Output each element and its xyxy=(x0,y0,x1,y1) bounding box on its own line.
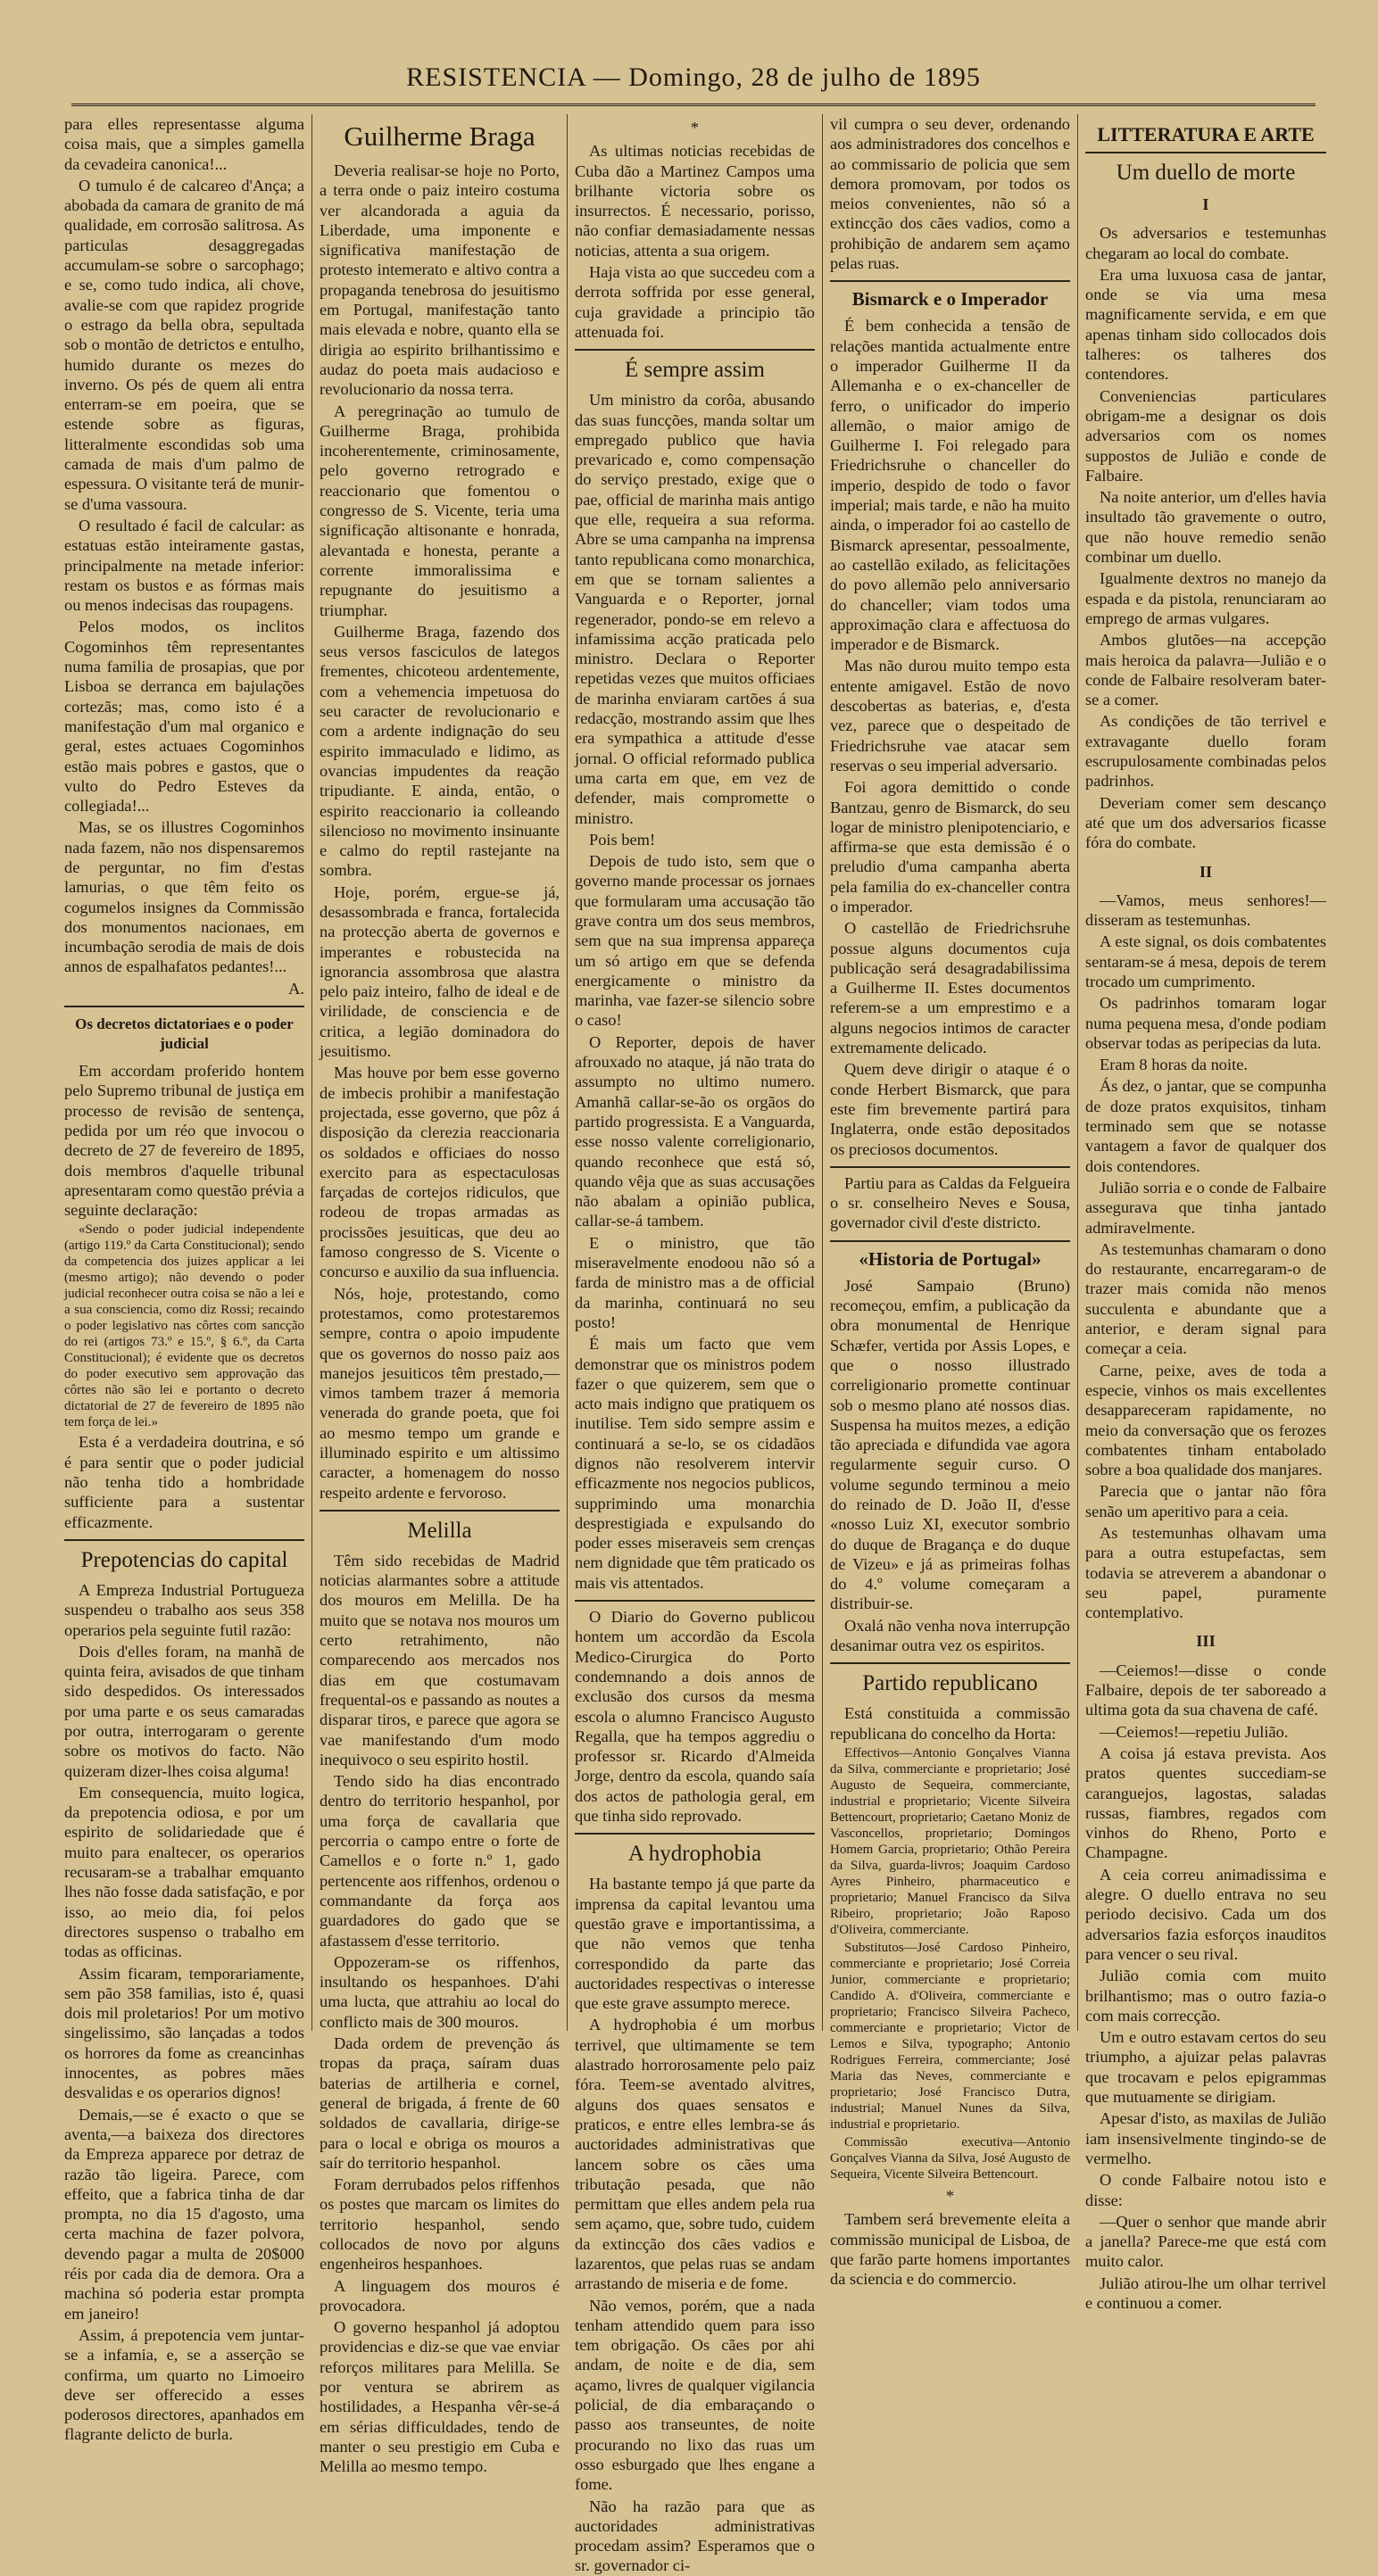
paragraph: E o ministro, que tão miseravelmente enodoou não só a farda de ministro mas a de official da marinha, continuará no seu posto! xyxy=(575,1233,815,1331)
column-1 xyxy=(57,114,312,2444)
paragraph: Commissão executiva—Antonio Gonçalves Vianna da Silva, José Augusto de Sequeira, Vicente Silveira Bettencourt. xyxy=(830,2134,1070,2182)
divider xyxy=(830,1662,1070,1664)
divider xyxy=(1085,152,1326,153)
paragraph: As condições de tão terrivel e extravagante duello foram escrupulosamente combinadas pelos padrinhos. xyxy=(1085,712,1326,791)
paragraph: Tambem será brevemente eleita a commissão municipal de Lisboa, de que farão parte homens importantes da sciencia e do commercio. xyxy=(830,2210,1070,2289)
paragraph: As ultimas noticias recebidas de Cuba dão a Martinez Campos uma brilhante victoria sobre os insurrectos. É necessario, porisso, não confiar demasiadamente nessas noticias, attenta a sua origem. xyxy=(575,142,815,260)
divider xyxy=(575,349,815,351)
headline-bismarck: Bismarck e o Imperador xyxy=(851,288,1049,311)
paragraph: O resultado é facil de calcular: as estatuas estão inteiramente gastas, principalmente na metade inferior: restam os bustos e as fórmas mais ou menos indecisas das roupagens. xyxy=(64,516,304,615)
paragraph: Substitutos—José Cardoso Pinheiro, commerciante e proprietario; José Correia Junior, commerciante e proprietario; Candido A. d'Oliveira, commerciante e proprietario; Francisco Silveira Pacheco, commerciante e proprietario; Victor de Lemos e Silva, typographo; Antonio Rodrigues Ferreira, commerciante; José Maria das Neves, commerciante e proprietario; José Francisco Dutra, industrial; Manuel Nunes da Silva, industrial e proprietario. xyxy=(830,1940,1070,2132)
paragraph: —Quer o senhor que mande abrir a janella? Parece-me que está com muito calor. xyxy=(1085,2212,1326,2271)
paragraph: Pelos modos, os inclitos Cogominhos têm representantes numa familia de prosapias, que por Lisboa se derranca em bajulações cortezãs; mas, como isto é a manifestação d'um mal organico e geral, estes actuaes Cogominhos estão mais pobres e gastos, que o vulto do Pedro Esteves da collegiada!... xyxy=(64,617,304,816)
paragraph: Depois de tudo isto, sem que o governo mande processar os jornaes que formularam uma accusação tão grave contra um dos seus membros, sem que na sua imprensa appareça um só artigo em que se defenda energicamente o ministro da marinha, vae fazer-se silencio sobre o caso! xyxy=(575,852,815,1030)
columns xyxy=(57,114,1342,2575)
section-title-litteratura: LITTERATURA E ARTE xyxy=(1097,123,1315,145)
divider xyxy=(830,280,1070,282)
paragraph: Foi agora demittido o conde Bantzau, genro de Bismarck, do seu logar de ministro plenipotenciario, e affirma-se que esta demissão é o preludio d'uma campanha aberta pela familia do ex-chanceller contra o imperador. xyxy=(830,778,1070,915)
paragraph: O conde Falbaire notou isto e disse: xyxy=(1085,2171,1326,2209)
paragraph: Mas não durou muito tempo esta entente amigavel. Estão de novo descobertas as baterias, e, d'esta vez, parece que o despeitado de Friedrichsruhe vae atacar sem reservas o seu imperial adversario. xyxy=(830,657,1070,774)
paragraph: Mas houve por bem esse governo de imbecis prohibir a manifestação projectada, esse governo, que pôz á disposição da clerezia reaccionaria os soldados e officiaes do nosso exercito para as espectaculosas farçadas de cortejos ridiculos, que rodeou de tropas armadas as procissões jesuiticas, que deu ao famoso congresso de S. Vicente o concurso e auxilio da sua influencia. xyxy=(320,1064,560,1281)
paragraph: Esta é a verdadeira doutrina, e só é para sentir que o poder judicial não tenha tido a hombridade sufficiente para a sustentar efficazmente. xyxy=(64,1433,304,1531)
paragraph: vil cumpra o seu dever, ordenando aos administradores dos concelhos e ao commissario de policia que sem demora promovam, por todos os meios convenientes, não só a extincção dos cães vadios, como a prohibição de andarem sem açamo pelas ruas. xyxy=(830,115,1070,273)
column-2 xyxy=(312,114,568,2476)
headline-sempre-assim: É sempre assim xyxy=(625,358,765,383)
paragraph: Dois d'elles foram, na manhã de quinta feira, avisados de que tinham sido despedidos. Os interessados por uma parte e os seus camaradas por outra, interrogaram o gerente sobre os motivos do facto. Não quizeram dizer-lhes coisa alguma! xyxy=(64,1642,304,1780)
separator-star: * xyxy=(945,2186,955,2205)
divider xyxy=(320,1510,560,1512)
paragraph: O castellão de Friedrichsruhe possue alguns documentos cuja publicação será desagradabilissima a Guilherme II. Estes documentos referem-se a um emprestimo e a alguns negocios intimos de caracter extremamente delicado. xyxy=(830,919,1070,1057)
paragraph: Ás dez, o jantar, que se compunha de doze pratos exquisitos, tinham terminado sem que se notasse vantagem a favor de qualquer dos dois contendores. xyxy=(1085,1077,1326,1175)
paragraph: Ambos glutões—na accepção mais heroica da palavra—Julião e o conde de Falbaire resolveram bater-se a comer. xyxy=(1085,631,1326,709)
paragraph: Assim, á prepotencia vem juntar-se a infamia, e, se a asserção se confirma, um quarto no Limoeiro deve ser offerecido a esses poderosos directores, apanhados em flagrante delicto de burla. xyxy=(64,2325,304,2444)
paragraph: Foram derrubados pelos riffenhos os postes que marcam os limites do territorio hespanhol, sendo collocados de novo por alguns engenheiros hespanhoes. xyxy=(320,2175,560,2274)
divider xyxy=(830,1240,1070,1242)
paragraph: para elles representasse alguma coisa mais, que a simples gamella da cevadeira canonica!... xyxy=(64,115,304,173)
divider xyxy=(64,1006,304,1007)
paragraph: As testemunhas chamaram o dono do restaurante, encarregaram-o de trazer mais comida não menos succulenta e abundante que a anterior, e deram signal para começar a ceia. xyxy=(1085,1239,1326,1358)
paragraph: As testemunhas olhavam uma para a outra estupefactas, sem todavia se atreverem a abandonar o seu papel, puramente contemplativo. xyxy=(1085,1524,1326,1622)
paragraph: Na noite anterior, um d'elles havia insultado tão gravemente o outro, que não houve remedio senão combinar um duello. xyxy=(1085,488,1326,567)
paragraph: É bem conhecida a tensão de relações mantida actualmente entre o imperador Guilherme II da Allemanha e o ex-chanceller de ferro, o unificador do imperio allemão, o maior amigo de Guilherme I. Foi relegado para Friedrichsruhe o chanceller do imperio, despido de todo o favor imperial; mais tarde, e não ha muito ainda, o imperador foi ao castello de Bismarck apresentar, pessoalmente, ao castellão exilado, as felicitações do povo allemão pelo anniversario do chanceller; viam todos uma approximação clara e affectuosa do imperador e de Bismarck. xyxy=(830,317,1070,654)
headline-melilla: Melilla xyxy=(407,1518,472,1543)
section-number: II xyxy=(1199,862,1213,881)
paragraph: O governo hespanhol já adoptou providencias e diz-se que vae enviar reforços militares para Melilla. Se por ventura se abrirem as hostilidades, a Hespanha vêr-se-á em sérias difficuldades, tendo de manter o seu prestigio em Cuba e Melilla ao mesmo tempo. xyxy=(320,2318,560,2476)
paragraph: —Vamos, meus senhores!—disseram as testemunhas. xyxy=(1085,890,1326,930)
paragraph: A linguagem dos mouros é provocadora. xyxy=(320,2276,560,2315)
paragraph: A este signal, os dois combatentes sentaram-se á mesa, depois de terem trocado um cumprimento. xyxy=(1085,932,1326,990)
paragraph: Parecia que o jantar não fôra senão um aperitivo para a ceia. xyxy=(1085,1482,1326,1520)
paragraph: Effectivos—Antonio Gonçalves Vianna da Silva, commerciante e proprietario; José Augusto de Sequeira, commerciante, industrial e proprietario; Vicente Silveira Bettencourt, proprietario; Caetano Moniz de Vasconcellos, proprietario; Domingos Homem Garcia, proprietario; Othão Pereira da Silva, guarda-livros; Joaquim Cardoso Ayres Pinheiro, pharmaceutico e proprietario; Manuel Francisco da Silva Ribeiro, proprietario; João Raposo d'Oliveira, commerciante. xyxy=(830,1745,1070,1937)
paragraph: Um e outro estavam certos do seu triumpho, a ajuizar pelas palavras que trocavam e pelos epigrammas que mutuamente se dirigiam. xyxy=(1085,2028,1326,2107)
paragraph: Demais,—se é exacto o que se aventa,—a baixeza dos directores da Empreza apparece por detraz de razão tão ligeira. Parece, com effeito, que a fabrica tinha de dar prompta, no dia 15 d'agosto, uma certa machina de fazer polvora, devendo pagar a multa de 20$000 réis por cada dia de demora. Ora a machina só poderia estar prompta em janeiro! xyxy=(64,2105,304,2323)
paragraph: Em consequencia, muito logica, da prepotencia odiosa, e por um espirito de solidariedade que é muito para enaltecer, os operarios recusaram-se a trabalhar emquanto lhes não fosse dada satisfação, e por isso, ao meio dia, foi pelos directores suspenso o trabalho em todas as officinas. xyxy=(64,1783,304,1961)
paragraph: Nós, hoje, protestando, como protestamos, como protestaremos sempre, contra o apoio impudente que os governos do nosso paiz aos manejos jesuiticos têm prestado,—vimos tambem trazer á memoria venerada do grande poeta, que foi ao mesmo tempo um grande e illuminado espirito e um altissimo caracter, a homenagem do nosso respeito ardente e fervoroso. xyxy=(320,1284,560,1502)
paragraph: Dada ordem de prevenção ás tropas da praça, saíram duas baterias de artilheria e cornel, general de brigada, á frente de 60 soldados de cavallaria, dirige-se para o local e obriga os mouros a saír do territorio hespanhol. xyxy=(320,2034,560,2172)
signature: A. xyxy=(288,979,304,998)
paragraph: Conveniencias particulares obrigam-me a designar os dois adversarios com os nomes suppostos de Julião e conde de Falbaire. xyxy=(1085,386,1326,485)
paragraph: Quem deve dirigir o ataque é o conde Herbert Bismarck, que para este fim brevemente partirá para Inglaterra, onde estão depositados os preciosos documentos. xyxy=(830,1060,1070,1158)
paragraph: Era uma luxuosa casa de jantar, onde se via uma mesa magnificamente servida, e em que apenas tinham sido collocados dois talheres: os talheres dos contendores. xyxy=(1085,265,1326,384)
paragraph: Deveria realisar-se hoje no Porto, a terra onde o paiz inteiro costuma ver alcandorada a aguia da Liberdade, uma imponente e significativa manifestação de protesto intemerato e altivo contra a propaganda tenebrosa do jesuitismo em Portugal, manifestação tanto mais elevada e nobre, quanto ella se dirigia ao espirito brilhantissimo e audaz do poeta mais audacioso e revolucionario da nossa terra. xyxy=(320,162,560,399)
headline-guilherme-braga: Guilherme Braga xyxy=(344,120,535,152)
paragraph: Partiu para as Caldas da Felgueira o sr. conselheiro Neves e Sousa, governador civil d'este districto. xyxy=(830,1173,1070,1232)
paragraph: Tendo sido ha dias encontrado dentro do territorio hespanhol, por uma força de cavallaria que percorria o campo entre o forte de Camellos e o forte n.º 1, gado pertencente aos riffenhos, ordenou o commandante da força aos guardadores do gado que se afastassem d'esse territorio. xyxy=(320,1772,560,1950)
paragraph: Mas, se os illustres Cogominhos nada fazem, não nos dispensaremos de perguntar, no fim d'estas lamurias, o que têm feito os cogumelos insignes da Commissão dos monumentos nacionaes, em incumbação serodia de mais de dois annos de espalhafatos pedantes!... xyxy=(64,818,304,976)
divider xyxy=(830,1166,1070,1168)
quote: «Sendo o poder judicial independente (artigo 119.º da Carta Constitucional); sendo da competencia dos juizes applicar a lei (mesmo artigo); não devendo o poder judicial reconhecer outra coisa se não a lei e a sua consciencia, como diz Rossi; recaindo o poder legislativo nas côrtes com sancção do rei (artigos 73.º e 15.º, § 6.º, da Carta Constitucional); é evidente que os decretos do poder executivo sem approvação das côrtes não são lei e portanto o decreto dictatorial de 27 de fevereiro de 1895 não tem força de lei.» xyxy=(64,1222,304,1430)
paragraph: Pois bem! xyxy=(589,830,656,849)
paragraph: A peregrinação ao tumulo de Guilherme Braga, prohibida incoherentemente, criminosamente, pelo governo retrogrado e reaccionario que fomentou o congresso de S. Vicente, teria uma significação altisonante e honrada, alevantada e honesta, perante a corrente immoralissima e repugnante do jesuitismo a triumphar. xyxy=(320,402,560,619)
headline-historia: «Historia de Portugal» xyxy=(859,1247,1042,1270)
paragraph: Não ha razão para que as auctoridades administrativas procedam assim? Esperamos que o sr. governador ci- xyxy=(575,2497,815,2575)
divider xyxy=(575,1600,815,1602)
paragraph: Deveriam comer sem descanço até que um dos adversarios ficasse fóra do combate. xyxy=(1085,793,1326,852)
paragraph: A Empreza Industrial Portugueza suspendeu o trabalho aos seus 358 operarios pela seguinte futil razão: xyxy=(64,1580,304,1639)
paragraph: Está constituida a commissão republicana do concelho da Horta: xyxy=(830,1704,1070,1743)
headline-partido: Partido republicano xyxy=(862,1671,1038,1696)
paragraph: —Ceiemos!—disse o conde Falbaire, depois de ter saboreado a ultima gota da sua chavena de café. xyxy=(1085,1661,1326,1719)
headline-prepotencias: Prepotencias do capital xyxy=(80,1547,288,1572)
paragraph: A coisa já estava prevista. Aos pratos quentes succediam-se caranguejos, lagostas, saladas russas, fiambres, regados com vinhos do Rheno, Porto e Champagne. xyxy=(1085,1744,1326,1862)
paragraph: Haja vista ao que succedeu com a derrota soffrida por esse general, cuja gravidade a principio tão attenuada foi. xyxy=(575,263,815,341)
divider xyxy=(64,1539,304,1541)
paragraph: Os adversarios e testemunhas chegaram ao local do combate. xyxy=(1085,224,1326,262)
paragraph: Em accordam proferido hontem pelo Supremo tribunal de justiça em processo de revisão de sentença, pedida por um réo que invocou o decreto de 27 de fevereiro de 1895, dois membros d'aquelle tribunal apresentaram como questão prévia a seguinte declaração: xyxy=(64,1062,304,1220)
paragraph: Apesar d'isto, as maxilas de Julião iam insensivelmente tingindo-se de vermelho. xyxy=(1085,2109,1326,2167)
paragraph: Têm sido recebidas de Madrid noticias alarmantes sobre a attitude dos mouros em Melilla. De ha muito que se notava nos mouros um certo retrahimento, não comparecendo aos mercados nos dias em que costumavam frequental-os e passando as noutes a disparar tiros, e parece que agora se vae manifestando d'um modo inequivoco o seu espirito hostil. xyxy=(320,1551,560,1768)
paragraph: Ha bastante tempo já que parte da imprensa da capital levantou uma questão grave e importantissima, a que não vemos que tenha correspondido da parte das auctoridades respectivas o interesse que este grave assumpto merece. xyxy=(575,1875,815,2013)
paragraph: Eram 8 horas da noite. xyxy=(1100,1056,1248,1074)
paragraph: O tumulo é de calcareo d'Ança; a abobada da camara de granito de má qualidade, em corrosão salitrosa. As particulas desaggregadas accumulam-se sobre o sarcophago; e se, como tudo indica, ali chove, avalie-se com que rapidez progride o estrago da bella obra, sepultada sob o montão de detrictos e entulho, humido durante os mezes do inverno. Os pés de quem ali entra enterram-se em poeira, que se estende sobre as figuras, litteralmente escondidas sob uma camada de mais d'um palmo de espessura. O visitante terá de munir-se d'uma vassoura. xyxy=(64,176,304,513)
paragraph: Carne, peixe, aves de toda a especie, vinhos os mais excellentes desappareceram rapidamente, no meio da conversação que os ferozes combatentes tinham entabolado sobre a boa qualidade dos manjares. xyxy=(1085,1361,1326,1479)
divider xyxy=(575,1833,815,1835)
masthead: RESISTENCIA — Domingo, 28 de julho de 1895 xyxy=(71,62,1316,106)
paragraph: O Reporter, depois de haver afrouxado no ataque, já não trata do assumpto no ultimo numero. Amanhã callar-se-ão os orgãos do partido progressista. E a Vanguarda, esse nosso valente correligionario, quando reconhece que está só, quando vêja que as suas accusações não abalam a opinião publica, callar-se-á tambem. xyxy=(575,1032,815,1230)
paragraph: Julião comia com muito brilhantismo; mas o outro fazia-o com mais correcção. xyxy=(1085,1967,1326,2025)
paragraph: Oxalá não venha nova interrupção desanimar outra vez os espiritos. xyxy=(830,1616,1070,1655)
column-4 xyxy=(823,114,1078,2289)
paragraph: Hoje, porém, ergue-se já, desassombrada e franca, fortalecida na protecção aberta de governos e imperantes e robustecida na ignorancia assombrosa que alastra pelo paiz inteiro, falho de ideal e de virilidade, de consciencia e de critica, a legião dominadora do jesuitismo. xyxy=(320,882,560,1061)
column-5 xyxy=(1078,114,1333,2312)
separator-star: * xyxy=(690,119,700,137)
paragraph: Guilherme Braga, fazendo dos seus versos fasciculos de lategos frementes, chicoteou ardentemente, com a vehemencia impetuosa do seu caracter de revolucionario e com a ardente indignação do seu espirito immaculado e lidimo, as ovancias impudentes da reação tripudiante. E ainda, então, o espirito reaccionario ia colleando silencioso no movimento insinuante e calmo do reptil rastejante na sombra. xyxy=(320,622,560,880)
paragraph: Julião sorria e o conde de Falbaire assegurava que tinha jantado admiravelmente. xyxy=(1085,1178,1326,1237)
paragraph: Igualmente dextros no manejo da espada e da pistola, renunciaram ao emprego de armas vulgares. xyxy=(1085,569,1326,627)
paragraph: A hydrophobia é um morbus terrivel, que ultimamente se tem alastrado horrorosamente pelo paiz fóra. Teem-se aventado alvitres, alguns dos quaes sensatos e praticos, e entre elles lembra-se ás auctoridades administrativas que lancem sobre os cães uma tributação pesada, que não permittam que elles andem pela rua sem açamo, que, sobre tudo, cuidem da extincção dos cães vadios e lazarentos, que pelas ruas se andam arrastando de miseria e de fome. xyxy=(575,2016,815,2293)
headline-duello: Um duello de morte xyxy=(1116,161,1296,185)
paragraph: Um ministro da corôa, abusando das suas funcções, manda soltar um empregado publico que havia prevaricado e, como compensação do serviço prestado, exige que o pae, official de marinha mais antigo que elle, requeira a sua reforma. Abre se uma campanha na imprensa tanto republicana como monarchica, em que se tornam salientes a Vanguarda e o Reporter, jornal regenerador, pondo-se em relevo a infamissima acção praticada pelo ministro. Declara o Reporter repetidas vezes que muitos officiaes de marinha enviaram cartões á sua redacção, mostrando assim que lhes era sympathica a attitude d'esse jornal. O official reformado publica uma carta em que, em vez de defender, mais compromette o ministro. xyxy=(575,391,815,827)
headline-hydrophobia: A hydrophobia xyxy=(627,1842,762,1867)
paragraph: Não vemos, porém, que a nada tenham attendido quem para isso tem obrigação. Os cães por ahi andam, de noite e de dia, sem açamo, livres de qualquer vigilancia policial, de dia embaraçando o passo aos transeuntes, de noite procurando no lixo das ruas um osso esburgado que lhes engane a fome. xyxy=(575,2296,815,2494)
paragraph: O Diario do Governo publicou hontem um accordão da Escola Medico-Cirurgica do Porto condemnando a dois annos de exclusão dos cursos da mesma escola o alumno Francisco Augusto Regalla, que ha tempos aggrediu o professor sr. Ricardo d'Almeida Jorge, dentro da escola, quando saía dos actos de pathologia geral, em que tinha sido reprovado. xyxy=(575,1608,815,1826)
paragraph: Os padrinhos tomaram logar numa pequena mesa, d'onde podiam observar todas as peripecias da luta. xyxy=(1085,994,1326,1052)
paragraph: Julião atirou-lhe um olhar terrivel e continuou a comer. xyxy=(1085,2274,1326,2312)
headline-decretos: Os decretos dictatoriaes e o poder judicial xyxy=(75,1015,294,1053)
paragraph: José Sampaio (Bruno) recomeçou, emfim, a publicação da obra monumental de Henrique Schæfer, vertida por Assis Lopes, e que o nosso illustrado correligionario promette continuar sob o mesmo plano até nossos dias. Suspensa ha muitos mezes, a edição tão apreciada e difundida vae agora regularmente seguir curso. O volume segundo terminou a meio do reinado de D. João II, d'esse «nosso Luiz XI, executor sombrio do duque de Bragança e do duque de Vizeu» e já as primeiras folhas do 4.º volume começaram a distribuir-se. xyxy=(830,1276,1070,1613)
paragraph: Assim ficaram, temporariamente, sem pão 358 familias, isto é, quasi dois mil proletarios! Por um motivo singelissimo, são lançadas a todos os horrores da fome as creancinhas innocentes, as pobres mães desvalidas e os operarios dignos! xyxy=(64,1964,304,2102)
paragraph: Oppozeram-se os riffenhos, insultando os hespanhoes. D'ahi uma lucta, que attrahiu ao local do conflicto mais de 300 mouros. xyxy=(320,1952,560,2031)
paragraph: —Ceiemos!—repetiu Julião. xyxy=(1100,1722,1289,1741)
paragraph: A ceia correu animadissima e alegre. O duello entrava no seu periodo decisivo. Cada um dos adversarios fazia esforços inauditos para vencer o seu rival. xyxy=(1085,1865,1326,1963)
column-3 xyxy=(568,114,823,2575)
section-number: I xyxy=(1202,195,1209,213)
paragraph: É mais um facto que vem demonstrar que os ministros podem fazer o que quizerem, sem que o acto mais indigno que pratiquem os inutilise. Tem sido sempre assim e continuará a se-lo, se os cidadãos dignos não resolverem intervir efficazmente nos negocios publicos, supprimindo uma monarchia desprestigiada e expulsando do poder esses miseraveis sem crenças nem dignidade que têm praticado os mais vis attentados. xyxy=(575,1335,815,1592)
section-number: III xyxy=(1196,1632,1216,1651)
